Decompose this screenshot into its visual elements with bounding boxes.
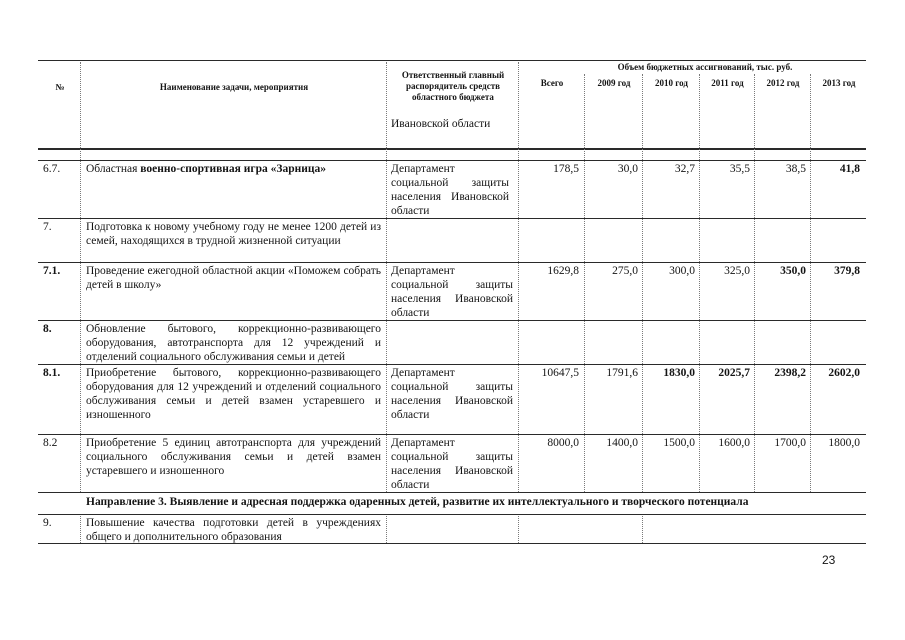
year-value: 379,8 bbox=[834, 265, 860, 277]
year-value: 38,5 bbox=[785, 163, 806, 175]
column-divider bbox=[642, 74, 643, 492]
year-value: 350,0 bbox=[780, 265, 806, 277]
row-number: 8. bbox=[43, 323, 52, 335]
column-divider bbox=[386, 516, 387, 543]
year-value: 1800,0 bbox=[828, 437, 860, 449]
page-number: 23 bbox=[822, 553, 836, 567]
table-rule bbox=[38, 364, 866, 365]
header-num: № bbox=[55, 82, 65, 92]
total-value: 10647,5 bbox=[541, 367, 579, 379]
year-value: 1791,6 bbox=[606, 367, 638, 379]
section-heading: Направление 3. Выявление и адресная поддержка одаренных детей, развитие их интеллектуального и творческого потенциала bbox=[86, 496, 749, 508]
column-divider bbox=[754, 74, 755, 492]
header-year: 2012 год bbox=[766, 78, 800, 88]
table-rule bbox=[38, 434, 866, 435]
task-name bbox=[86, 162, 326, 176]
responsible-cell: Ивановской области bbox=[391, 118, 491, 130]
table-rule bbox=[38, 320, 866, 321]
year-value: 275,0 bbox=[612, 265, 638, 277]
year-value: 1500,0 bbox=[663, 437, 695, 449]
row-number: 7. bbox=[43, 221, 52, 233]
task-name-plain: Областная bbox=[86, 163, 141, 175]
table-rule bbox=[38, 514, 866, 515]
task-name: Повышение качества подготовки детей в учреждениях общего и дополнительного образования bbox=[86, 517, 381, 543]
header-budget-group: Объем бюджетных ассигнований, тыс. руб. bbox=[617, 62, 793, 72]
task-name: Проведение ежегодной областной акции «Поможем собрать детей в школу» bbox=[86, 265, 381, 291]
row-number: 8.2 bbox=[43, 437, 58, 449]
total-value: 1629,8 bbox=[547, 265, 579, 277]
column-divider bbox=[810, 74, 811, 492]
year-value: 41,8 bbox=[839, 163, 860, 175]
table-rule bbox=[38, 148, 866, 150]
total-value: 178,5 bbox=[553, 163, 579, 175]
column-divider bbox=[642, 516, 643, 543]
column-divider bbox=[80, 516, 81, 543]
year-value: 1700,0 bbox=[774, 437, 806, 449]
header-total: Всего bbox=[540, 78, 564, 88]
column-divider bbox=[386, 62, 387, 492]
header-responsible: Ответственный главный распорядитель средств областного бюджета bbox=[401, 70, 505, 102]
year-value: 30,0 bbox=[617, 163, 638, 175]
row-number: 6.7. bbox=[43, 163, 61, 175]
year-value: 35,5 bbox=[729, 163, 750, 175]
year-value: 2398,2 bbox=[774, 367, 806, 379]
task-name: Обновление бытового, коррекционно-развивающего оборудования, автотранспорта для 12 учреждений и отделений социального обслуживания семьи и детей bbox=[86, 323, 381, 363]
year-value: 2602,0 bbox=[828, 367, 860, 379]
table-rule bbox=[38, 492, 866, 493]
table-rule bbox=[38, 262, 866, 263]
responsible-cell: Департамент социальной защиты населения Ивановской области bbox=[391, 163, 509, 217]
task-name: Приобретение бытового, коррекционно-развивающего оборудования для 12 учреждений и отделений социального обслуживания семьи и детей взамен устаревшего и изношенного bbox=[86, 367, 381, 421]
year-value: 1400,0 bbox=[606, 437, 638, 449]
responsible-cell: Департамент социальной защиты населения Ивановской области bbox=[391, 367, 513, 421]
task-name-bold: военно-спортивная игра «Зарница» bbox=[140, 163, 326, 175]
row-number: 7.1. bbox=[43, 265, 61, 277]
column-divider bbox=[699, 74, 700, 492]
column-divider bbox=[518, 62, 519, 492]
year-value: 300,0 bbox=[669, 265, 695, 277]
table-rule bbox=[38, 160, 866, 161]
year-value: 2025,7 bbox=[718, 367, 750, 379]
table-top-rule bbox=[38, 60, 866, 61]
year-value: 32,7 bbox=[674, 163, 695, 175]
task-name: Приобретение 5 единиц автотранспорта для учреждений социального обслуживания семьи и детей взамен устаревшего и изношенного bbox=[86, 437, 381, 477]
column-divider bbox=[518, 516, 519, 543]
header-year: 2011 год bbox=[711, 78, 744, 88]
table-rule bbox=[38, 218, 866, 219]
column-divider bbox=[80, 62, 81, 492]
year-value: 1830,0 bbox=[663, 367, 695, 379]
header-name: Наименование задачи, мероприятия bbox=[159, 82, 309, 92]
header-year: 2010 год bbox=[655, 78, 688, 88]
responsible-cell: Департамент социальной защиты населения Ивановской области bbox=[391, 437, 513, 491]
row-number: 8.1. bbox=[43, 367, 61, 379]
header-year: 2009 год bbox=[597, 78, 631, 88]
row-number: 9. bbox=[43, 517, 52, 529]
responsible-cell: Департамент социальной защиты населения Ивановской области bbox=[391, 265, 513, 319]
year-value: 1600,0 bbox=[718, 437, 750, 449]
year-value: 325,0 bbox=[724, 265, 750, 277]
task-name: Подготовка к новому учебному году не менее 1200 детей из семей, находящихся в трудной жизненной ситуации bbox=[86, 221, 381, 247]
total-value: 8000,0 bbox=[547, 437, 579, 449]
header-year: 2013 год bbox=[822, 78, 856, 88]
column-divider bbox=[584, 74, 585, 492]
